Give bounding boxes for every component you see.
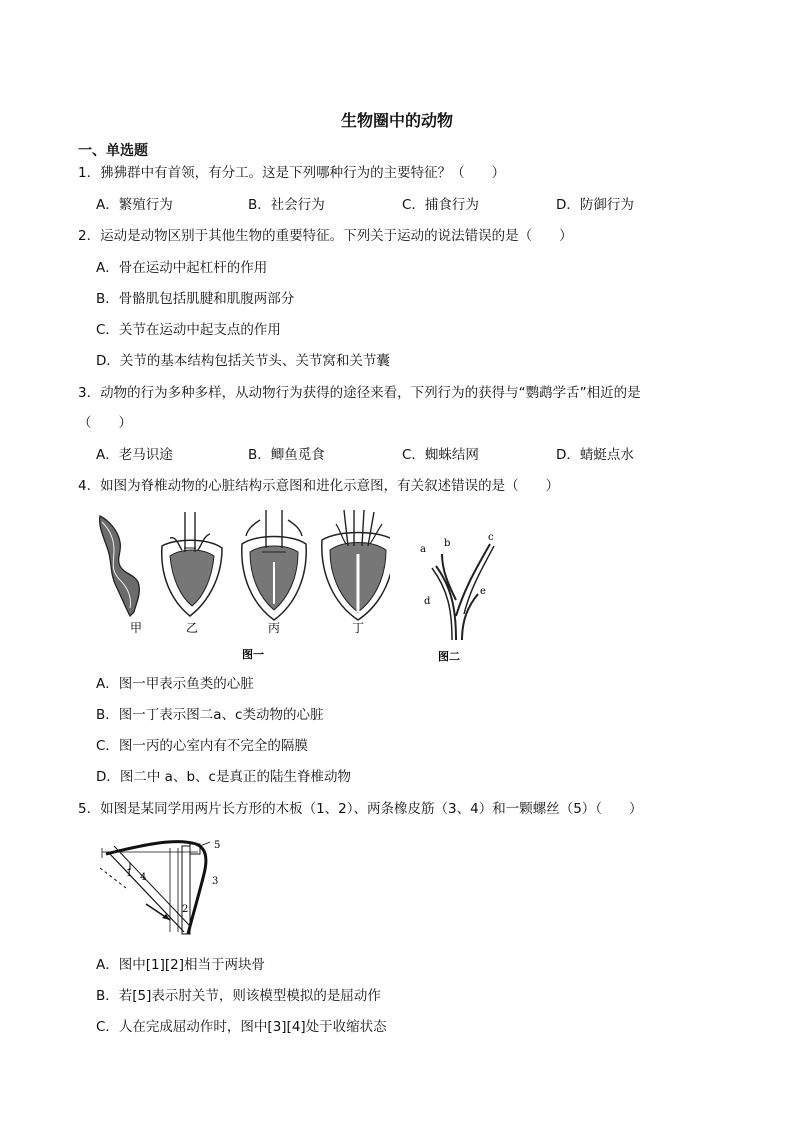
- question-4-option-a: A．图一甲表示鱼类的心脏: [96, 676, 254, 692]
- model-number-1: 1: [126, 868, 133, 879]
- amphibian-heart-diagram: [162, 512, 222, 616]
- question-1-option-d: D．防御行为: [556, 197, 634, 213]
- question-4-option-d: D．图二中 a、b、c是真正的陆生脊椎动物: [96, 769, 351, 785]
- tree-letter-a: a: [420, 544, 426, 555]
- section-heading: 一、单选题: [78, 143, 148, 159]
- question-5-option-c: C．人在完成屈动作时，图中[3][4]处于收缩状态: [96, 1019, 387, 1035]
- question-3-option-c: C．蜘蛛结网: [402, 447, 479, 463]
- tree-letter-b: b: [444, 538, 451, 549]
- arm-model-figure: [96, 834, 236, 942]
- question-3-option-d: D．蜻蜓点水: [556, 447, 634, 463]
- question-3-option-a: A．老马识途: [96, 447, 173, 463]
- question-3-option-b: B．鲫鱼觅食: [248, 447, 325, 463]
- question-4-option-c: C．图一丙的心室内有不完全的隔膜: [96, 738, 308, 754]
- question-2-option-a: A．骨在运动中起杠杆的作用: [96, 260, 268, 276]
- question-5-stem: 5．如图是某同学用两片长方形的木板（1、2）、两条橡皮筋（3、4）和一颗螺丝（5）（ ）: [78, 801, 643, 817]
- figure2-caption: 图二: [438, 650, 460, 663]
- evolution-tree-figure: [412, 530, 512, 666]
- four-chamber-heart-diagram: [322, 510, 390, 620]
- question-4-stem: 4．如图为脊椎动物的心脏结构示意图和进化示意图，有关叙述错误的是（ ）: [78, 478, 560, 494]
- question-1-option-a: A．繁殖行为: [96, 197, 173, 213]
- figure1-caption: 图一: [242, 648, 264, 661]
- question-3-stem: 3．动物的行为多种多样，从动物行为获得的途径来看，下列行为的获得与“鹦鹉学舌”相近的是: [78, 385, 641, 401]
- question-5-option-a: A．图中[1][2]相当于两块骨: [96, 957, 265, 973]
- question-1-option-b: B．社会行为: [248, 197, 325, 213]
- fish-heart-diagram: [100, 516, 140, 616]
- tree-letter-e: e: [480, 586, 486, 597]
- model-number-3: 3: [212, 876, 219, 887]
- figure1-label-yi: 乙: [186, 621, 199, 635]
- question-2-option-c: C．关节在运动中起支点的作用: [96, 322, 281, 338]
- page-title: 生物圈中的动物: [340, 111, 453, 130]
- question-2-option-d: D．关节的基本结构包括关节头、关节窝和关节囊: [96, 353, 390, 369]
- question-1-stem: 1．狒狒群中有首领，有分工。这是下列哪种行为的主要特征？（ ）: [78, 165, 506, 181]
- model-number-5: 5: [214, 840, 221, 851]
- question-2-option-b: B．骨骼肌包括肌腱和肌腹两部分: [96, 291, 295, 307]
- question-5-option-b: B．若[5]表示肘关节，则该模型模拟的是屈动作: [96, 988, 381, 1004]
- tree-letter-c: c: [488, 532, 494, 543]
- figure1-label-bing: 丙: [268, 621, 281, 635]
- model-number-2: 2: [182, 904, 189, 915]
- heart-structure-figure: [90, 508, 390, 666]
- question-1-option-c: C．捕食行为: [402, 197, 479, 213]
- reptile-heart-diagram: [242, 510, 306, 620]
- tree-letter-d: d: [424, 596, 431, 607]
- question-2-stem: 2．运动是动物区别于其他生物的重要特征。下列关于运动的说法错误的是（ ）: [78, 228, 573, 244]
- question-4-option-b: B．图一丁表示图二a、c类动物的心脏: [96, 707, 324, 723]
- model-number-4: 4: [140, 872, 147, 883]
- figure1-label-jia: 甲: [130, 621, 143, 635]
- question-3-stem-continuation: （ ）: [78, 415, 132, 431]
- figure1-label-ding: 丁: [352, 621, 365, 635]
